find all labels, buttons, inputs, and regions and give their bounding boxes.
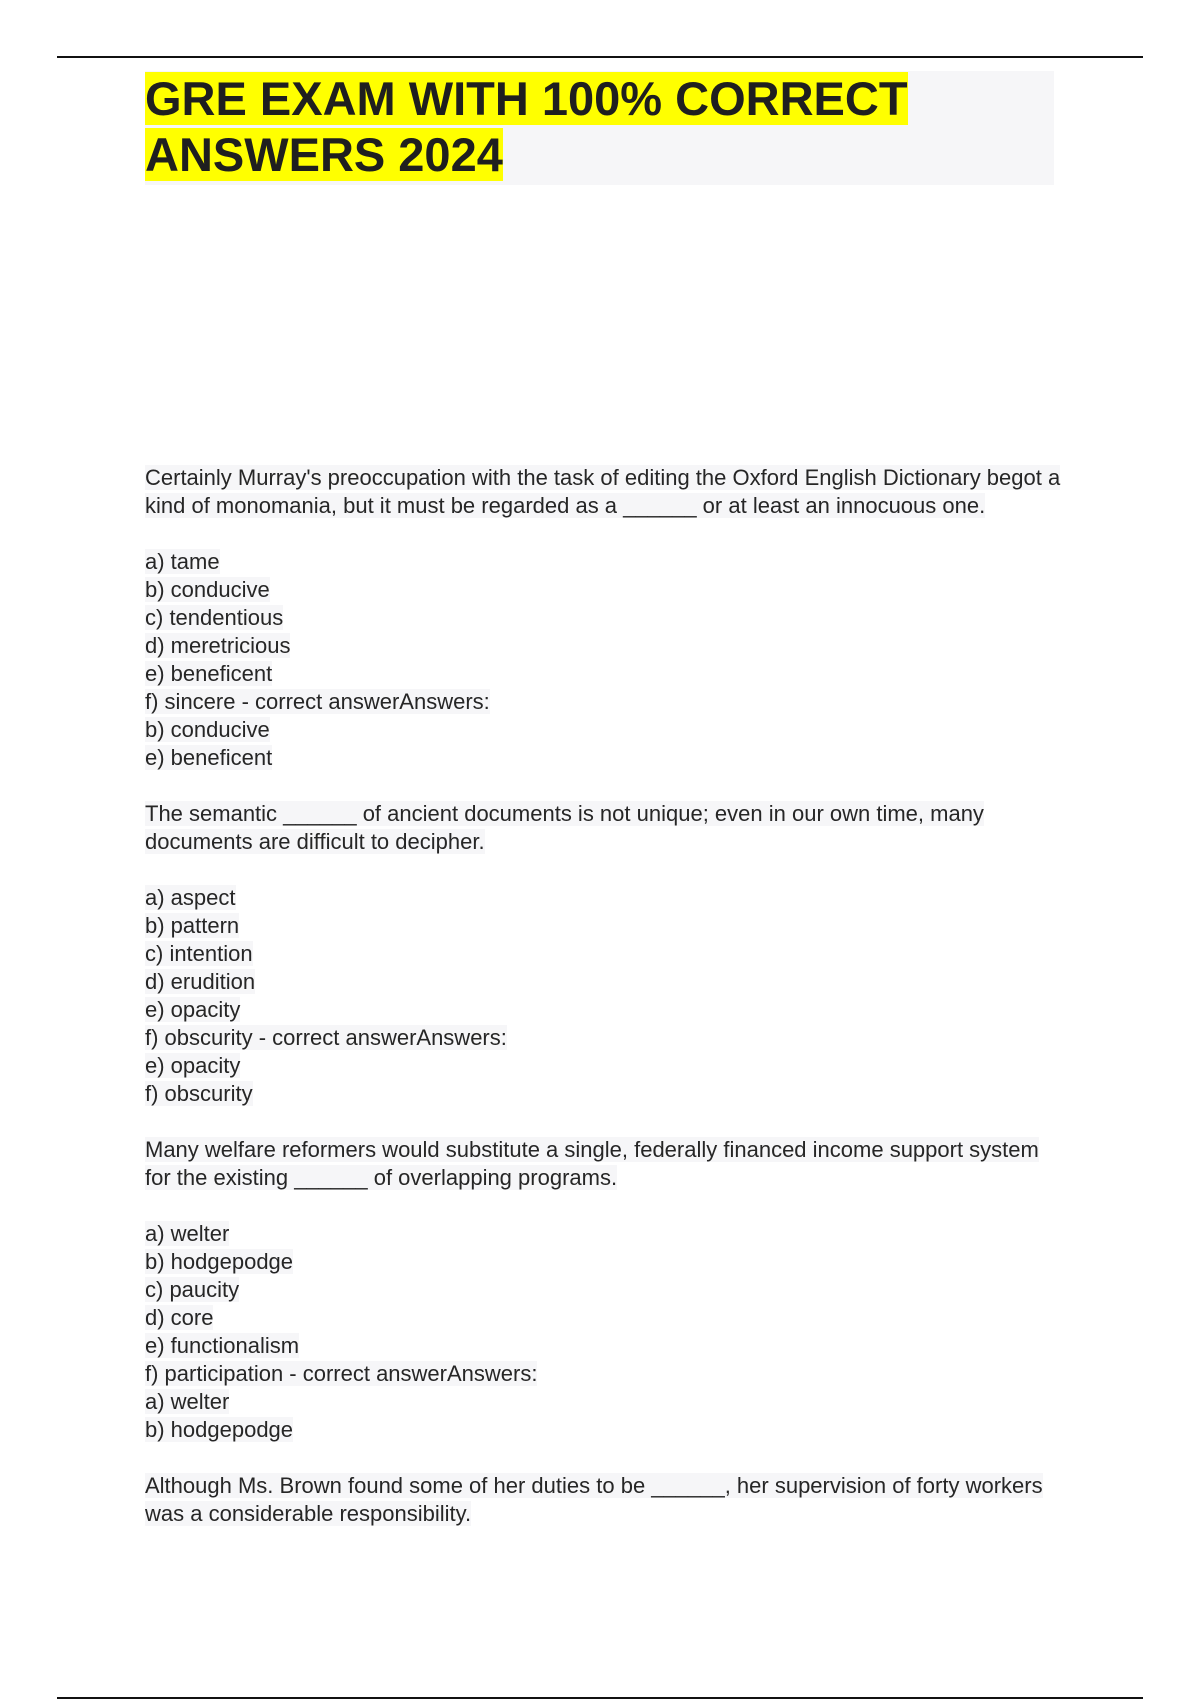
answer-line: f) obscurity - correct answerAnswers: xyxy=(145,1025,507,1050)
answer-line: b) conducive xyxy=(145,577,270,602)
answer-line: e) beneficent xyxy=(145,745,273,770)
answer-list xyxy=(145,1220,1070,1444)
bottom-rule xyxy=(57,1697,1143,1699)
answer-line: a) welter xyxy=(145,1221,230,1246)
document-title xyxy=(145,71,1054,183)
answer-line: b) pattern xyxy=(145,913,240,938)
question-text: Certainly Murray's preoccupation with the task of editing the Oxford English Dictionary begot a kind of monomania, but it must be regarded as a ______ or at least an innocuous one. xyxy=(145,465,1061,518)
question-text: Many welfare reformers would substitute a single, federally financed income support system for the existing ______ of overlapping programs. xyxy=(145,1137,1039,1190)
question-text: The semantic ______ of ancient documents is not unique; even in our own time, many documents are difficult to decipher. xyxy=(145,801,984,854)
top-rule xyxy=(57,56,1143,58)
answer-line: f) obscurity xyxy=(145,1081,253,1106)
question-3 xyxy=(145,1136,1070,1444)
answer-line: e) opacity xyxy=(145,997,241,1022)
question-1 xyxy=(145,464,1070,772)
question-4 xyxy=(145,1472,1070,1528)
answer-line: a) tame xyxy=(145,549,220,574)
answer-line: a) welter xyxy=(145,1389,230,1414)
answer-line: e) functionalism xyxy=(145,1333,300,1358)
answer-list xyxy=(145,884,1070,1108)
answer-line: b) hodgepodge xyxy=(145,1249,294,1274)
answer-list xyxy=(145,548,1070,772)
question-text: Although Ms. Brown found some of her duties to be ______, her supervision of forty workers was a considerable responsibility. xyxy=(145,1473,1043,1526)
answer-line: b) conducive xyxy=(145,717,270,742)
answer-line: f) sincere - correct answerAnswers: xyxy=(145,689,490,714)
answer-line: e) opacity xyxy=(145,1053,241,1078)
question-2 xyxy=(145,800,1070,1108)
answer-line: b) hodgepodge xyxy=(145,1417,294,1442)
answer-line: c) paucity xyxy=(145,1277,240,1302)
answer-line: e) beneficent xyxy=(145,661,273,686)
answer-line: a) aspect xyxy=(145,885,236,910)
answer-line: d) core xyxy=(145,1305,214,1330)
document-title-text: GRE EXAM WITH 100% CORRECT ANSWERS 2024 xyxy=(145,72,908,181)
questions-container xyxy=(145,464,1070,1556)
answer-line: d) meretricious xyxy=(145,633,291,658)
answer-line: d) erudition xyxy=(145,969,256,994)
answer-line: c) intention xyxy=(145,941,253,966)
answer-line: f) participation - correct answerAnswers: xyxy=(145,1361,538,1386)
answer-line: c) tendentious xyxy=(145,605,284,630)
